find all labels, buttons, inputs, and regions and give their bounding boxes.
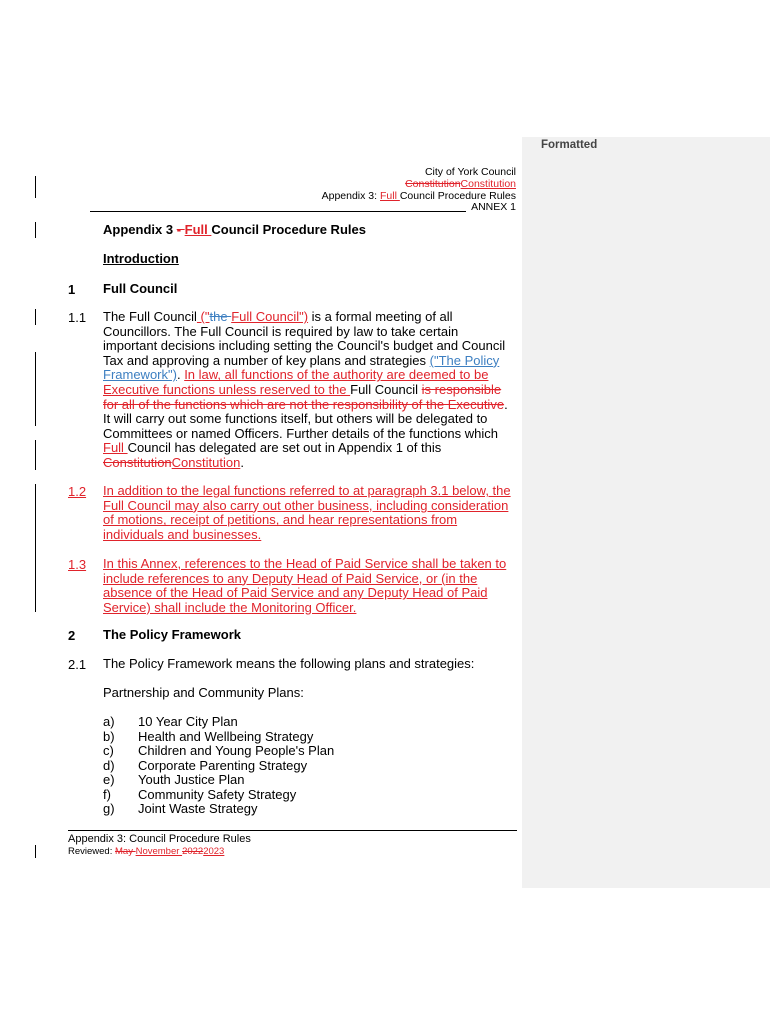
inserted-text: Constitution: [460, 178, 516, 190]
list-item: Health and Wellbeing Strategy: [138, 729, 314, 744]
section-number: 2: [68, 628, 76, 643]
intro-heading: Introduction: [103, 251, 179, 266]
paragraph-1-1: The Full Council ("the Full Council") is a formal meeting of all Councillors. The Full Council is required by law to take certain important decisions including setting the Council's budget and Council Tax and approving a number of key plans and strategies ("The Policy Framework"). In law, all functions of the authority are deemed to be Executive functions unless reserved to the Full Council is responsible for all of the functions which are not the responsibility of the Executive. It will carry out some functions itself, but others will be delegated to Committees or named Officers. Further details of the functions which Full Council has delegated are set out in Appendix 1 of this ConstitutionConstitution.: [103, 309, 508, 470]
inserted-text: ("The Policy Framework"): [103, 352, 500, 383]
paragraph-number: 1.1: [68, 310, 87, 325]
footer-title: Appendix 3: Council Procedure Rules: [68, 833, 251, 845]
comment-pane-title: Formatted: [541, 139, 598, 151]
inserted-text: Full: [380, 190, 400, 202]
page-title: Appendix 3 - Full Council Procedure Rules: [103, 222, 366, 237]
inserted-text: Full: [184, 222, 212, 237]
deleted-text: the: [209, 309, 232, 324]
inserted-text: Full Council"): [231, 309, 309, 324]
paragraph-number: 1.2: [68, 484, 87, 499]
paragraph-2-1: The Policy Framework means the following plans and strategies:: [103, 656, 475, 671]
inserted-text: In law, all functions of the authority are deemed to be Executive functions unless reserved to the: [103, 367, 489, 397]
inserted-text: Constitution: [171, 454, 241, 470]
header-annex: ANNEX 1: [471, 201, 516, 213]
change-bar: [35, 176, 36, 198]
list-item: Community Safety Strategy: [138, 787, 297, 802]
change-bar: [35, 222, 36, 238]
header-org: City of York Council: [424, 166, 516, 178]
list-item-letter: c): [103, 743, 114, 758]
header-rule: [90, 211, 466, 212]
deleted-text: -: [176, 222, 185, 237]
section-heading: The Policy Framework: [103, 627, 241, 642]
change-bar: [35, 484, 36, 612]
header-appendix: Appendix 3: Full Council Procedure Rules: [321, 190, 516, 202]
list-item: Corporate Parenting Strategy: [138, 758, 308, 773]
list-item-letter: d): [103, 758, 115, 773]
change-bar: [35, 352, 36, 426]
list-item-letter: a): [103, 714, 115, 729]
section-number: 1: [68, 282, 76, 297]
paragraph-1-3: In this Annex, references to the Head of Paid Service shall be taken to include references to any Deputy Head of Paid Service, or (in the absence of the Head of Paid Service and any Deputy Head of Paid Service) shall include the Monitoring Officer.: [103, 556, 507, 615]
header-constitution: [405, 178, 516, 190]
list-item: Children and Young People's Plan: [138, 743, 335, 758]
list-item-letter: g): [103, 801, 115, 816]
paragraph-1-2: In addition to the legal functions referred to at paragraph 3.1 below, the Full Council may also carry out other business, including consideration of motions, receipt of petitions, and hear representations from individuals and businesses.: [103, 483, 511, 542]
deleted-text: is responsible for all of the functions which are not the responsibility of the Executive: [103, 381, 505, 412]
inserted-text: 2023: [203, 846, 225, 857]
footer-rule: [68, 830, 517, 831]
list-item: Youth Justice Plan: [138, 772, 245, 787]
deleted-text: Constitution: [103, 454, 172, 470]
change-bar: [35, 309, 36, 325]
list-item-letter: f): [103, 787, 111, 802]
inserted-text: November: [135, 846, 183, 857]
paragraph-number: 1.3: [68, 557, 87, 572]
list-item-letter: e): [103, 772, 115, 787]
deleted-text: 2022: [182, 846, 204, 857]
section-heading: Full Council: [103, 281, 178, 296]
footer-reviewed: Reviewed: May November 20222023: [68, 846, 225, 857]
inserted-text: (": [196, 309, 210, 324]
change-bar: [35, 845, 36, 858]
list-item: 10 Year City Plan: [138, 714, 238, 729]
list-item-letter: b): [103, 729, 115, 744]
paragraph-number: 2.1: [68, 657, 87, 672]
list-item: Joint Waste Strategy: [138, 801, 258, 816]
change-bar: [35, 440, 36, 470]
deleted-text: May: [115, 846, 136, 857]
comment-pane: [522, 137, 770, 888]
plans-heading: Partnership and Community Plans:: [103, 685, 304, 700]
deleted-text: Constitution: [405, 178, 461, 190]
inserted-text: Full: [103, 440, 128, 456]
